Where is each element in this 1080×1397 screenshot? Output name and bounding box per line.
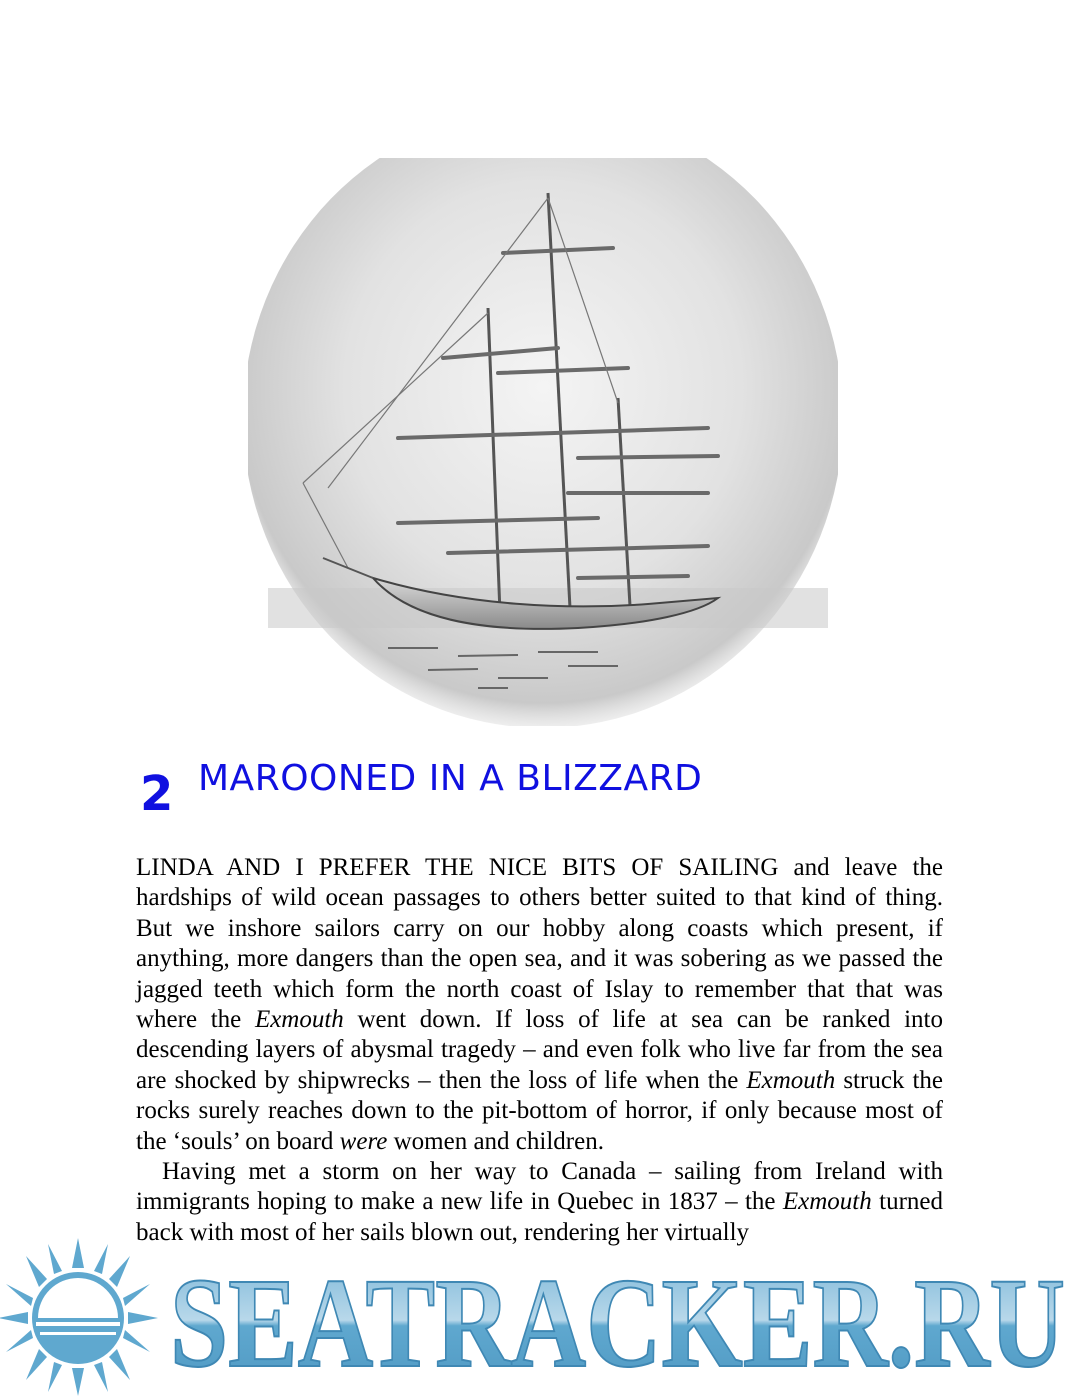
- watermark-text: [170, 1258, 1070, 1376]
- chapter-heading: [140, 758, 940, 828]
- ship-illustration: [248, 158, 838, 726]
- sun-icon: [0, 1238, 158, 1396]
- body-text: [136, 853, 943, 1248]
- ship-name: Exmouth: [746, 1066, 836, 1094]
- chapter-title: MAROONED IN A BLIZZARD: [198, 758, 703, 799]
- paragraph-1: LINDA AND I PREFER THE NICE BITS OF SAILING and leave the hardships of wild ocean passages to others better suited to that kind of thing. But we inshore sailors carry on our hobby along coasts which present, if anything, more dangers than the open sea, and it was sobering as we passed the jagged teeth which form the north coast of Islay to remember that that was where the Exmouth went down. If loss of life at sea can be ranked into descending layers of abysmal tragedy – and even folk who live far from the sea are shocked by shipwrecks – then the loss of life when the Exmouth struck the rocks surely reaches down to the pit-bottom of horror, if only because most of the ‘souls’ on board were women and children.: [136, 854, 944, 1155]
- chapter-number: 2: [140, 766, 174, 822]
- emphasis: were: [339, 1127, 388, 1155]
- ship-name: Exmouth: [782, 1188, 872, 1216]
- watermark-label: SEATRACKER.RU: [170, 1258, 1065, 1376]
- ship-name: Exmouth: [254, 1006, 344, 1034]
- paragraph-2: Having met a storm on her way to Canada – sailing from Ireland with immigrants hoping to make a new life in Quebec in 1837 – the Exmouth turned back with most of her sails blown out, rendering her virtually: [136, 1158, 943, 1246]
